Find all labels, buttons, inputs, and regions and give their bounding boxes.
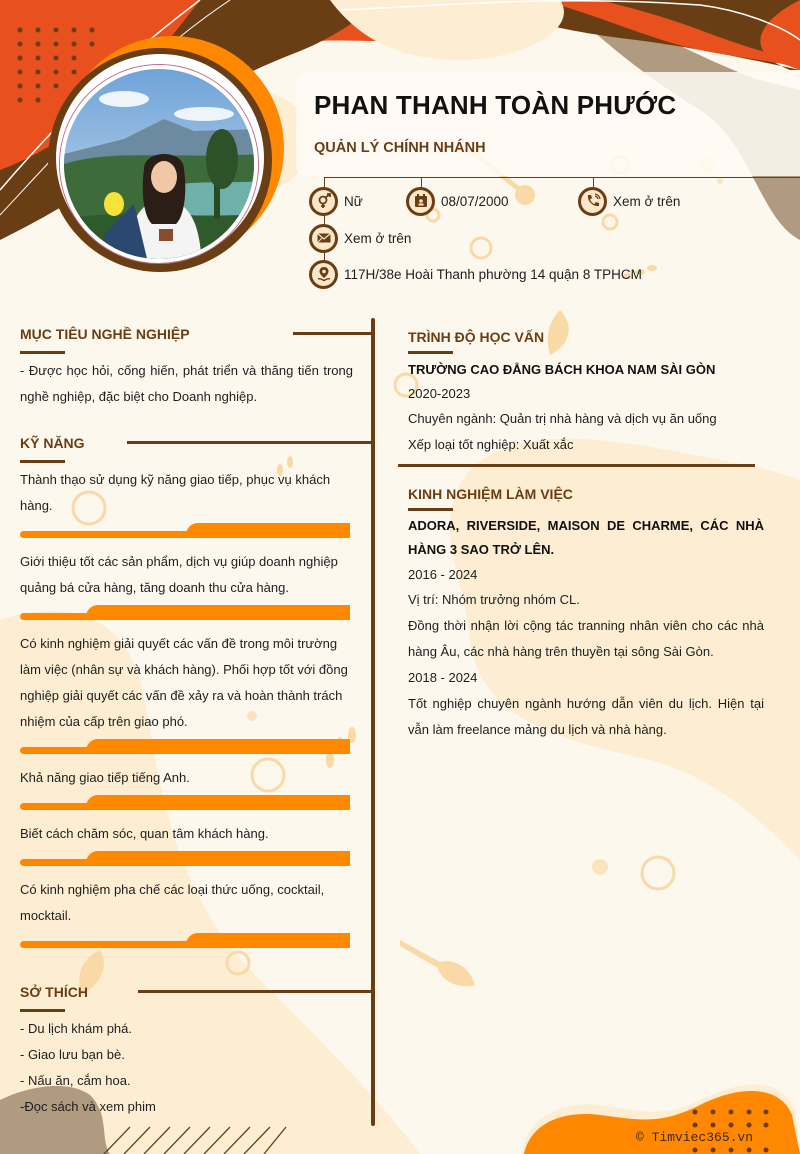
birthday-value: 08/07/2000 xyxy=(441,193,509,209)
contact-email[interactable] xyxy=(309,223,411,253)
skills-underline xyxy=(20,460,65,463)
experience-line: Vị trí: Nhóm trưởng nhóm CL. xyxy=(408,592,580,607)
job-title: QUẢN LÝ CHÍNH NHÁNH xyxy=(314,140,486,156)
hobby-item: - Du lịch khám phá. xyxy=(20,1021,132,1036)
education-title: TRÌNH ĐỘ HỌC VẤN xyxy=(408,329,545,345)
skill-bar-6 xyxy=(20,933,350,948)
experience-underline xyxy=(408,508,453,511)
skills-connector xyxy=(127,441,373,444)
contact-birthday xyxy=(406,186,509,216)
experience-line: Tốt nghiệp chuyên ngành hướng dẫn viên du lịch. Hiện tại vẫn làm freelance mảng du lịch và nhà hàng. xyxy=(408,696,764,737)
contact-address xyxy=(309,259,642,289)
hobby-item: - Giao lưu bạn bè. xyxy=(20,1047,125,1062)
education-underline xyxy=(408,351,453,354)
experience-line: Đồng thời nhận lời cộng tác tranning nhân viên cho các nhà hàng Âu, các nhà hàng trên thuyền tại sông Sài Gòn. xyxy=(408,618,764,659)
email-icon xyxy=(309,224,338,253)
footer-brand: © Timviec365.vn xyxy=(636,1130,754,1145)
skill-bar-3 xyxy=(20,739,350,754)
skill-item-6: Có kinh nghiệm pha chế các loại thức uống, cocktail, mocktail. xyxy=(20,882,325,923)
hobby-item: -Đọc sách và xem phim xyxy=(20,1099,156,1114)
phone-value: Xem ở trên xyxy=(613,193,681,209)
skill-item-3: Có kinh nghiệm giải quyết các vấn đề trong môi trường làm việc (nhân sự và khách hàng). Phối hợp tốt với đồng nghiệp giải quyết các vấn đề xảy ra và hoàn thành trách nhiệm của cấp trên giao phó. xyxy=(20,636,348,729)
timeline-divider xyxy=(371,318,375,1126)
skills-title: KỸ NĂNG xyxy=(20,435,85,451)
hobbies-title: SỞ THÍCH xyxy=(20,984,88,1000)
education-major: Chuyên ngành: Quản trị nhà hàng và dịch vụ ăn uống xyxy=(408,411,717,426)
experience-period: 2018 - 2024 xyxy=(408,670,478,685)
email-value: Xem ở trên xyxy=(344,230,412,246)
objective-connector xyxy=(293,332,373,335)
skill-bar-4 xyxy=(20,795,350,810)
full-name: PHAN THANH TOÀN PHƯỚC xyxy=(314,90,677,120)
skill-item-2: Giới thiệu tốt các sản phẩm, dịch vụ giúp doanh nghiệp quảng bá cửa hàng, tăng doanh thu cửa hàng. xyxy=(20,554,338,595)
location-icon xyxy=(309,260,338,289)
phone-icon xyxy=(578,187,607,216)
education-period: 2020-2023 xyxy=(408,386,471,401)
experience-title: KINH NGHIỆM LÀM VIỆC xyxy=(408,486,573,502)
experience-period: 2016 - 2024 xyxy=(408,567,478,582)
skill-bar-2 xyxy=(20,605,350,620)
objective-underline xyxy=(20,351,65,354)
education-grade: Xếp loại tốt nghiệp: Xuất xắc xyxy=(408,437,574,452)
contact-phone[interactable] xyxy=(578,186,680,216)
name-card xyxy=(296,72,800,176)
objective-text: - Được học hỏi, cống hiến, phát triển và thăng tiến trong nghề nghiệp, đặc biệt cho Doanh nghiệp. xyxy=(20,363,353,404)
education-divider xyxy=(398,464,755,467)
gender-icon xyxy=(309,187,338,216)
contact-gender xyxy=(309,186,363,216)
skill-item-5: Biết cách chăm sóc, quan tâm khách hàng. xyxy=(20,826,269,841)
skill-bar-1 xyxy=(20,523,350,538)
hobbies-underline xyxy=(20,1009,65,1012)
hobbies-connector xyxy=(138,990,373,993)
contact-connector xyxy=(324,177,800,178)
gender-value: Nữ xyxy=(344,193,363,209)
education-school: TRƯỜNG CAO ĐẲNG BÁCH KHOA NAM SÀI GÒN xyxy=(408,362,716,377)
skill-item-1: Thành thạo sử dụng kỹ năng giao tiếp, phục vụ khách hàng. xyxy=(20,472,331,513)
objective-title: MỤC TIÊU NGHỀ NGHIỆP xyxy=(20,326,190,342)
skill-item-4: Khả năng giao tiếp tiếng Anh. xyxy=(20,770,190,785)
calendar-icon xyxy=(406,187,435,216)
profile-photo-image xyxy=(64,69,258,263)
profile-photo xyxy=(60,65,258,263)
experience-company: ADORA, RIVERSIDE, MAISON DE CHARME, CÁC NHÀ HÀNG 3 SAO TRỞ LÊN. xyxy=(408,518,764,557)
skill-bar-5 xyxy=(20,851,350,866)
hobby-item: - Nấu ăn, cắm hoa. xyxy=(20,1073,131,1088)
address-value: 117H/38e Hoài Thanh phường 14 quận 8 TPHCM xyxy=(344,266,642,282)
